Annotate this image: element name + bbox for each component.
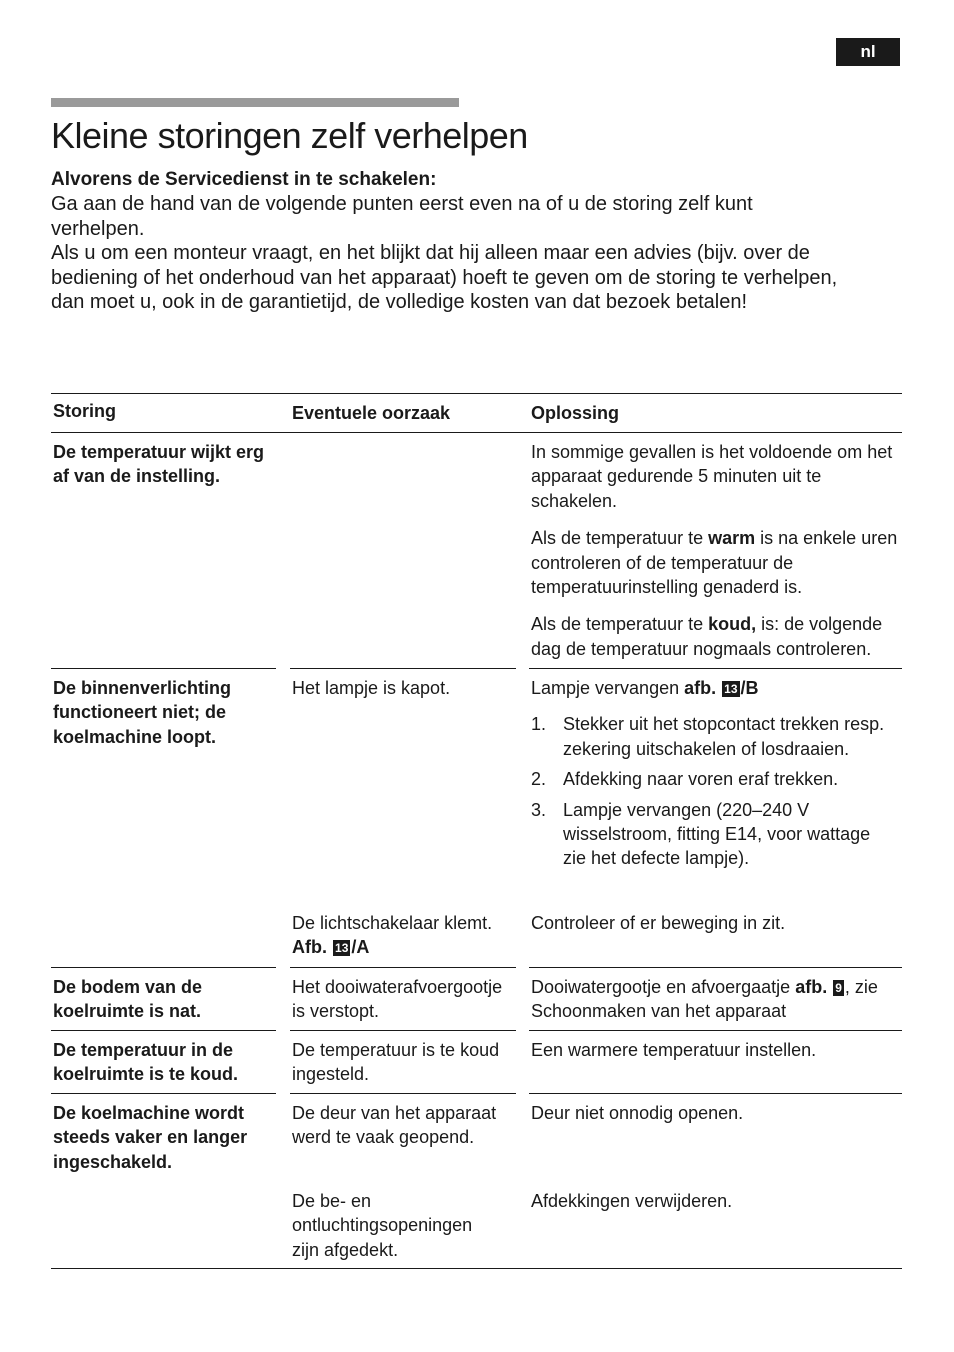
figure-13-icon: 13 xyxy=(724,682,738,696)
row2-rule-b xyxy=(290,967,516,968)
language-badge: nl xyxy=(836,38,900,66)
row2-oorzaak-1: Het lampje is kapot. xyxy=(292,678,451,698)
row2-solution-intro: Lampje vervangen afb. 13 /B xyxy=(531,678,759,698)
row3-rule-c xyxy=(529,1030,902,1031)
intro-paragraph-2: Als u om een monteur vraagt, en het blijkt dat hij alleen maar een advies (bijv. over de bediening of het onderhoud van het apparaat) hoeft te geven om de storing te verhelpen, dan moet u, ook in de garantietijd, de volledige kosten van dat bezoek betalen! xyxy=(51,242,838,314)
row3-storing: De bodem van de koelruimte is nat. xyxy=(53,977,203,1022)
step-item: 3. Lampje vervangen (220–240 V wisselstroom, fitting E14, voor wattage zie het defecte lampje). xyxy=(531,799,871,869)
row2-oplossing xyxy=(531,676,901,871)
title-rule xyxy=(51,98,459,107)
table-top-rule xyxy=(51,393,902,394)
figure-9-icon: 9 xyxy=(835,981,842,995)
row3-rule-b xyxy=(290,1030,516,1031)
step-item: 2. Afdekking naar voren eraf trekken. xyxy=(531,769,839,790)
row4-oplossing: Een warmere temperatuur instellen. xyxy=(531,1040,817,1060)
row1-storing: De temperatuur wijkt erg af van de instelling. xyxy=(53,442,265,487)
intro-section xyxy=(51,168,851,314)
row1-oplossing xyxy=(531,440,901,661)
row2-oplossing-2: Controleer of er beweging in zit. xyxy=(531,913,786,933)
row5-oorzaak-1: De deur van het apparaat werd te vaak geopend. xyxy=(292,1103,497,1148)
row2-rule-c xyxy=(529,967,902,968)
page-title: Kleine storingen zelf verhelpen xyxy=(51,115,528,156)
header-storing: Storing xyxy=(53,401,116,421)
row1-rule-c xyxy=(529,668,902,669)
row5-oplossing-2: Afdekkingen verwijderen. xyxy=(531,1191,733,1211)
row1-rule-a xyxy=(51,668,276,669)
table-bottom-rule xyxy=(51,1268,902,1269)
table-header-rule xyxy=(51,432,902,433)
row4-rule-b xyxy=(290,1093,516,1094)
row3-rule-a xyxy=(51,1030,276,1031)
step-item: 1. Stekker uit het stopcontact trekken resp. zekering uitschakelen of losdraaien. xyxy=(531,714,885,759)
row5-oplossing-1: Deur niet onnodig openen. xyxy=(531,1103,744,1123)
row1-solution-3: Als de temperatuur te koud, is: de volgende dag de temperatuur nogmaals controleren. xyxy=(531,614,883,659)
row5-oorzaak-2: De be- en ontluchtingsopeningen zijn afgedekt. xyxy=(292,1191,473,1260)
header-oorzaak: Eventuele oorzaak xyxy=(292,403,451,423)
row4-storing: De temperatuur in de koelruimte is te koud. xyxy=(53,1040,239,1085)
row3-oplossing: Dooiwatergootje en afvoergaatje afb. 9 , zie Schoonmaken van het apparaat xyxy=(531,977,878,1022)
row2-rule-a xyxy=(51,967,276,968)
row2-storing: De binnenverlichting functioneert niet; de koelmachine loopt. xyxy=(53,678,232,747)
row4-rule-a xyxy=(51,1093,276,1094)
row3-oorzaak: Het dooiwaterafvoergootje is verstopt. xyxy=(292,977,503,1022)
figure-13-icon: 13 xyxy=(335,941,349,956)
header-oplossing: Oplossing xyxy=(531,403,620,423)
row2-steps xyxy=(531,712,901,870)
row4-oorzaak: De temperatuur is te koud ingesteld. xyxy=(292,1040,500,1085)
intro-paragraph-1: Ga aan de hand van de volgende punten eerst even na of u de storing zelf kunt verhelpen. xyxy=(51,193,753,240)
row2-oorzaak-2: De lichtschakelaar klemt. Afb. 13 /A xyxy=(292,913,493,958)
row4-rule-c xyxy=(529,1093,902,1094)
row1-solution-1: In sommige gevallen is het voldoende om het apparaat gedurende 5 minuten uit te schakelen. xyxy=(531,442,893,511)
row1-solution-2: Als de temperatuur te warm is na enkele uren controleren of de temperatuur de temperatuurinstelling genaderd is. xyxy=(531,528,898,598)
row5-storing: De koelmachine wordt steeds vaker en langer ingeschakeld. xyxy=(53,1103,248,1172)
row1-rule-b xyxy=(290,668,516,669)
intro-lead: Alvorens de Servicedienst in te schakelen: xyxy=(51,169,437,190)
